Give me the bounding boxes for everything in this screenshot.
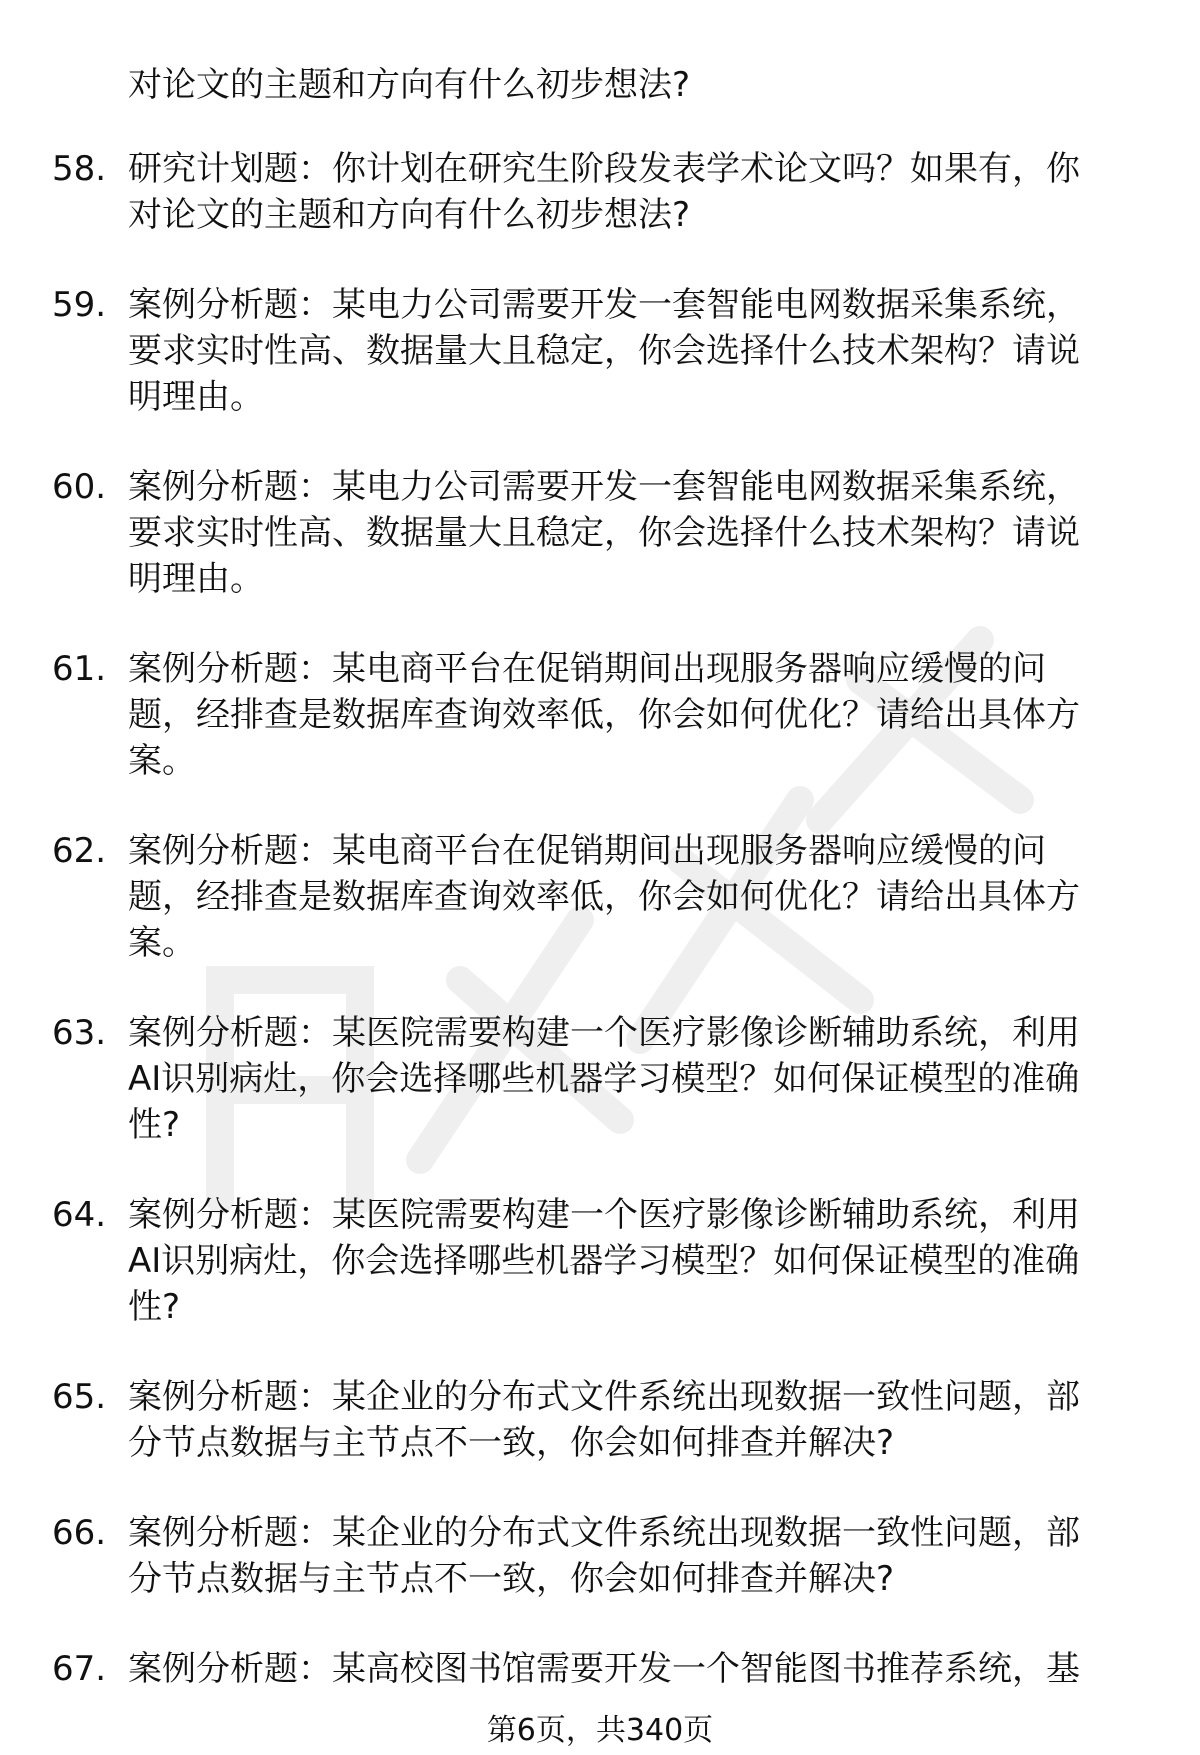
question-text [128,146,1138,238]
question-text [128,282,1138,420]
question-line: 研究计划题：你计划在研究生阶段发表学术论文吗？如果有，你 [128,149,1080,189]
question-number: 65. [52,1377,107,1417]
question-number: 60. [52,467,107,507]
question-item [0,646,1200,784]
question-line: 案例分析题：某医院需要构建一个医疗影像诊断辅助系统，利用 [128,1195,1080,1235]
question-line: 对论文的主题和方向有什么初步想法? [128,195,691,235]
question-line: 性? [128,1287,181,1327]
question-text [128,646,1138,784]
question-number: 61. [52,649,107,689]
question-line: 要求实时性高、数据量大且稳定，你会选择什么技术架构？请说 [128,331,1080,371]
page-footer: 第6页，共340页 [486,1713,714,1748]
question-line: 案。 [128,741,196,781]
question-line: 要求实时性高、数据量大且稳定，你会选择什么技术架构？请说 [128,513,1080,553]
question-item [0,146,1200,238]
question-line: 题，经排查是数据库查询效率低，你会如何优化？请给出具体方 [128,877,1080,917]
question-line: 性? [128,1105,181,1145]
question-number: 62. [52,831,107,871]
question-line: 分节点数据与主节点不一致，你会如何排查并解决? [128,1423,895,1463]
question-item [0,828,1200,966]
question-text [128,1510,1138,1602]
question-line: 案例分析题：某医院需要构建一个医疗影像诊断辅助系统，利用 [128,1013,1080,1053]
question-line: 分节点数据与主节点不一致，你会如何排查并解决? [128,1559,895,1599]
question-line: 案。 [128,923,196,963]
question-item [0,1010,1200,1148]
question-line: 案例分析题：某电商平台在促销期间出现服务器响应缓慢的问 [128,831,1046,871]
question-item [0,1510,1200,1602]
question-text [128,1646,1138,1692]
question-line: 明理由。 [128,559,264,599]
question-item [0,1192,1200,1330]
question-number: 63. [52,1013,107,1053]
question-line: 案例分析题：某电力公司需要开发一套智能电网数据采集系统， [128,285,1080,325]
question-number: 66. [52,1513,107,1553]
question-line: 案例分析题：某企业的分布式文件系统出现数据一致性问题，部 [128,1513,1080,1553]
question-text [128,828,1138,966]
question-text [128,1192,1138,1330]
question-item [0,1374,1200,1466]
carryover-line: 对论文的主题和方向有什么初步想法? [128,65,691,105]
question-number: 58. [52,149,107,189]
question-list [0,146,1200,1736]
question-item [0,464,1200,602]
question-line: 案例分析题：某电商平台在促销期间出现服务器响应缓慢的问 [128,649,1046,689]
question-line: 案例分析题：某电力公司需要开发一套智能电网数据采集系统， [128,467,1080,507]
question-line: AI识别病灶，你会选择哪些机器学习模型？如何保证模型的准确 [128,1241,1080,1281]
question-line: 案例分析题：某企业的分布式文件系统出现数据一致性问题，部 [128,1377,1080,1417]
question-item [0,1646,1200,1692]
question-line: AI识别病灶，你会选择哪些机器学习模型？如何保证模型的准确 [128,1059,1080,1099]
question-text [128,1010,1138,1148]
question-number: 67. [52,1649,107,1689]
question-item [0,282,1200,420]
question-number: 59. [52,285,107,325]
question-number: 64. [52,1195,107,1235]
question-line: 明理由。 [128,377,264,417]
question-text [128,464,1138,602]
question-line: 题，经排查是数据库查询效率低，你会如何优化？请给出具体方 [128,695,1080,735]
question-text [128,1374,1138,1466]
question-line: 案例分析题：某高校图书馆需要开发一个智能图书推荐系统，基 [128,1649,1080,1689]
